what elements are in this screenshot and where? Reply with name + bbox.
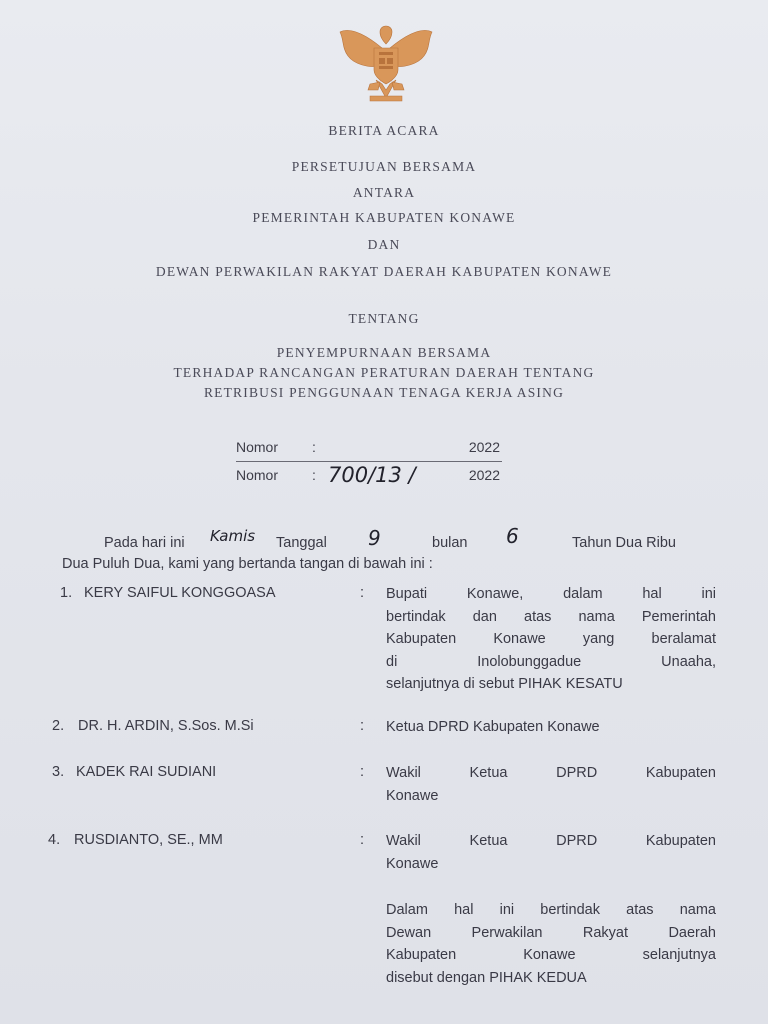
party-4-desc-line: Konawe [386,855,439,872]
nomor-row-2 [236,463,502,493]
doc-subtitle: PERSETUJUAN BERSAMA [291,159,477,174]
party-2-description [386,716,716,739]
party-4-description [386,830,716,875]
opening-hari-handwritten: Kamis [210,527,256,545]
party-4-colon: : [360,832,365,848]
header-tentang: TENTANG [348,311,420,326]
party-4-number: 4. [48,832,61,848]
party-1-colon: : [360,585,365,601]
closing-line: Dalam hal ini bertindak atas nama [386,902,716,918]
party-2-number: 2. [52,718,65,734]
opening-tanggal-label: Tanggal [276,535,327,551]
opening-line2: Dua Puluh Dua, kami yang bertanda tangan di bawah ini : [62,556,433,572]
header-antara: ANTARA [352,185,416,200]
party-2-desc-line: Ketua DPRD Kabupaten Konawe [386,719,600,735]
nomor-year: 2022 [468,439,500,455]
opening-bulan-label: bulan [432,535,468,551]
header-retribusi: RETRIBUSI PENGGUNAAN TENAGA KERJA ASING [203,385,565,400]
party-1-desc-line: di Inolobunggadue Unaaha, [386,653,716,670]
party-1-name: KERY SAIFUL KONGGOASA [84,585,276,601]
opening-pada-hari: Pada hari ini [104,535,185,551]
nomor-label: Nomor [236,439,279,455]
nomor-year: 2022 [468,467,500,483]
party-3-desc-line: Wakil Ketua DPRD Kabupaten [386,765,716,781]
nomor-colon: : [312,439,316,455]
opening-bulan-handwritten: 6 [506,524,519,548]
party-3-desc-line: Konawe [386,787,439,804]
closing-line: Kabupaten Konawe selanjutnya [386,947,716,963]
closing-line: disebut dengan PIHAK KEDUA [386,969,587,986]
header-penyempurnaan: PENYEMPURNAAN BERSAMA [276,345,492,360]
header-dprd: DEWAN PERWAKILAN RAKYAT DAERAH KABUPATEN KONAWE [155,264,613,279]
header-pemerintah: PEMERINTAH KABUPATEN KONAWE [252,210,516,225]
nomor-handwritten-value: 700/13 / [328,463,416,487]
party-1-desc-line: Kabupaten Konawe yang beralamat [386,631,716,647]
party-4-name: RUSDIANTO, SE., MM [74,832,223,848]
nomor-label: Nomor [236,467,279,483]
header-dan: DAN [367,237,401,252]
opening-tahun-text: Tahun Dua Ribu [572,535,676,551]
nomor-colon: : [312,467,316,483]
party-1-desc-line: Bupati Konawe, dalam hal ini [386,586,716,602]
header-rancangan: TERHADAP RANCANGAN PERATURAN DAERAH TENTANG [173,365,595,380]
opening-tanggal-handwritten: 9 [368,526,381,550]
party-3-colon: : [360,764,365,780]
party-3-name: KADEK RAI SUDIANI [76,764,217,780]
party-2-name: DR. H. ARDIN, S.Sos. M.Si [78,718,254,734]
party-1-desc-line: selanjutnya di sebut PIHAK KESATU [386,676,623,692]
garuda-emblem-icon [334,18,438,106]
party-1-number: 1. [60,585,73,601]
nomor-divider [236,461,502,462]
closing-paragraph [386,899,716,989]
party-4-desc-line: Wakil Ketua DPRD Kabupaten [386,833,716,849]
party-2-colon: : [360,718,365,734]
nomor-row-1 [236,439,502,459]
closing-line: Dewan Perwakilan Rakyat Daerah [386,924,716,941]
doc-title: BERITA ACARA [328,123,440,138]
party-3-number: 3. [52,764,65,780]
party-1-description [386,583,716,696]
party-3-description [386,762,716,807]
party-1-desc-line: bertindak dan atas nama Pemerintah [386,608,716,625]
